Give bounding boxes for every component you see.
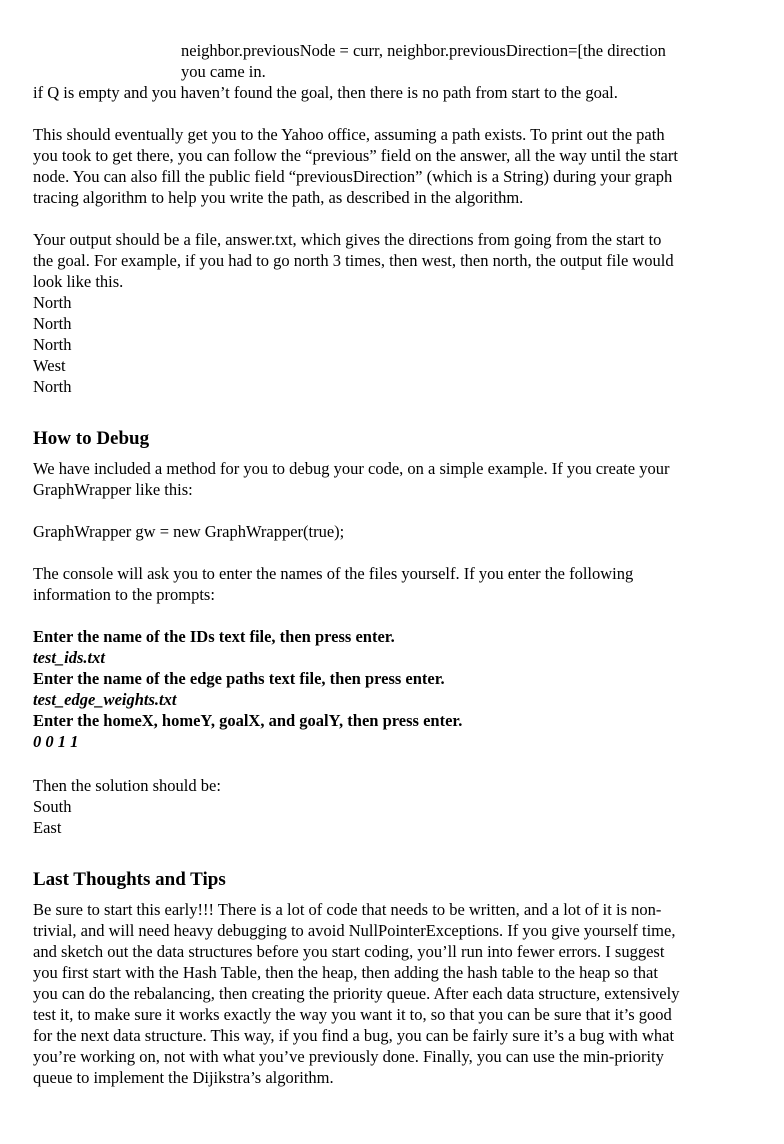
console-prompt: Enter the name of the edge paths text file, then press enter. [33,669,445,688]
section-heading-tips: Last Thoughts and Tips [33,869,226,890]
text-line: you can do the rebalancing, then creating the priority queue. After each data structure, extensively [33,984,680,1003]
direction-item: North [33,314,72,333]
text-line: the goal. For example, if you had to go north 3 times, then west, then north, the output file would [33,251,674,270]
text-line: Be sure to start this early!!! There is a lot of code that needs to be written, and a lot of it is non- [33,900,662,919]
solution-item: South [33,797,72,816]
paragraph-tips [33,899,753,1088]
text-line: queue to implement the Dijikstra’s algorithm. [33,1068,334,1087]
paragraph-debug-intro [33,458,753,500]
algorithm-end-line: if Q is empty and you haven’t found the goal, then there is no path from start to the goal. [33,83,618,102]
text-line: you first start with the Hash Table, then the heap, then adding the hash table to the heap so that [33,963,658,982]
text-line: for the next data structure. This way, if you find a bug, you can be fairly sure it’s a bug with what [33,1026,675,1045]
direction-item: North [33,293,72,312]
algorithm-step-line: neighbor.previousNode = curr, neighbor.previousDirection=[the direction [181,41,666,60]
algorithm-step-line: you came in. [181,62,266,81]
solution-intro: Then the solution should be: [33,776,221,795]
console-answer: test_ids.txt [33,648,105,667]
text-line: This should eventually get you to the Yahoo office, assuming a path exists. To print out the path [33,125,665,144]
text-line: tracing algorithm to help you write the path, as described in the algorithm. [33,188,524,207]
solution-block [33,775,753,838]
text-line: information to the prompts: [33,585,215,604]
direction-item: North [33,377,72,396]
text-line: Your output should be a file, answer.txt, which gives the directions from going from the start to [33,230,662,249]
document-page [33,40,753,1088]
console-prompts [33,626,753,752]
console-answer: test_edge_weights.txt [33,690,177,709]
direction-item: West [33,356,66,375]
console-prompt: Enter the homeX, homeY, goalX, and goalY, then press enter. [33,711,463,730]
paragraph-path [33,124,753,208]
console-prompt: Enter the name of the IDs text file, then press enter. [33,627,395,646]
paragraph-output [33,229,753,292]
solution-item: East [33,818,62,837]
code-example: GraphWrapper gw = new GraphWrapper(true); [33,522,345,541]
text-line: We have included a method for you to debug your code, on a simple example. If you create your [33,459,670,478]
section-heading-debug: How to Debug [33,428,150,449]
direction-item: North [33,335,72,354]
text-line: GraphWrapper like this: [33,480,193,499]
text-line: node. You can also fill the public field “previousDirection” (which is a String) during your graph [33,167,673,186]
text-line: you’re working on, not with what you’ve previously done. Finally, you can use the min-priority [33,1047,664,1066]
console-answer: 0 0 1 1 [33,732,79,751]
text-line: you took to get there, you can follow the “previous” field on the answer, all the way until the start [33,146,678,165]
text-line: trivial, and will need heavy debugging to avoid NullPointerExceptions. If you give yourself time, [33,921,676,940]
text-line: The console will ask you to enter the names of the files yourself. If you enter the following [33,564,634,583]
text-line: test it, to make sure it works exactly the way you want it to, so that you can be sure that it’s good [33,1005,672,1024]
directions-example-list [33,292,753,397]
paragraph-debug-console [33,563,753,605]
text-line: and sketch out the data structures before you start coding, you’ll run into fewer errors. I suggest [33,942,665,961]
text-line: look like this. [33,272,124,291]
